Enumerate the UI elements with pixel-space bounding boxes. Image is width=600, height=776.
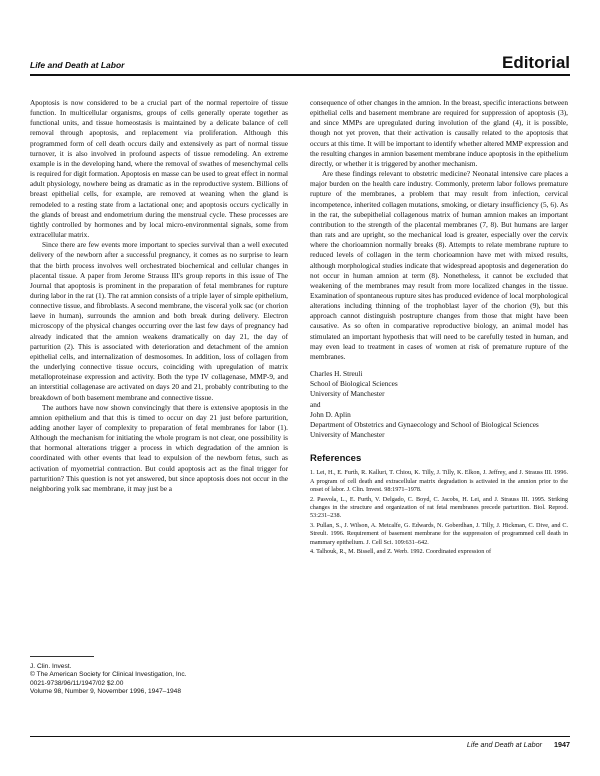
author-name: Charles H. Streuli <box>310 369 363 379</box>
paragraph: Since there are few events more important to species survival than a well executed delivery of the newborn after a successful pregnancy, it comes as no surprise to learn that the birth process involves well orchestrated biochemical and cellular changes in placental tissue. A paper from Jerome Strauss III's group reports in this issue of The Journal that apoptosis is prominent in the preparation of fetal membranes for rupture during labor in the rat (1). The rat amnion consists of a triple layer of simple epithelium, connective tissue, and fibroblasts. A second membrane, the visceral yolk sac (or chorion laeve in human), surrounds the amnion and both break during delivery. Electron microscopy of the physical changes occurring over the last few days of pregnancy had already indicated that the amnion weakens dramatically on day 21, the day of parturition (2). This is associated with deterioration and detachment of the amnion epithelial cells, and internalization of desmosomes. In addition, loss of collagen from the underlying connective tissue occurs, coinciding with upregulation of matrix metalloproteinase expression and activity. Both the type IV collagenase, MMP-9, and an interstitial collagenase are activated on days 20 and 21, probably contributing to the breakdown of both basement membrane and connective tissue. <box>30 240 288 402</box>
paragraph: Are these findings relevant to obstetric medicine? Neonatal intensive care places a major burden on the health care industry. Commonly, preterm labor follows premature rupture of the membranes, a problem that may result from infection, cervical incompetence, inherited collagen mutations, smoking, or dietary insufficiency (5, 6). As in the rat, the subepithelial collagenous matrix of human amnion makes an important contribution to the strength of the placental membranes (7, 8). But humans are larger than rats and are upright, so the mechanical load is greater, especially over the cervix where the chorioamnion normally breaks (8). Attempts to relate membrane rupture to reduced levels of collagen in the term chorioamnion have met with mixed results, although morphological studies indicate that widespread apoptosis and degeneration do not occur in human amnion at term (8). Nonetheless, it cannot be excluded that weakening of the membranes may result from more localized changes in the tissue. Examination of spontaneous rupture sites has produced evidence of local morphological alterations including thinning of the trophoblast layer of the chorion (9), but this approach cannot distinguish postrupture changes from those that might have been causative. As so often in comparative reproductive biology, an animal model has stimulated an important hypothesis that will need to be carefully tested in human, and may even lead to treatment in cases of women at risk of premature rupture of the membranes. <box>310 169 568 361</box>
author-signature <box>310 369 568 440</box>
page-number: 1947 <box>554 740 570 749</box>
page-footer <box>467 740 570 749</box>
references-heading: References <box>310 453 362 465</box>
footnote-line: 0021-9738/96/11/1947/02 $2.00 <box>30 679 124 687</box>
author-affiliation: University of Manchester <box>310 430 385 439</box>
reference-item: 3. Pullan, S., J. Wilson, A. Metcalfe, G. Edwards, N. Goberdhan, J. Tilly, J. Hickman, C. Dive, and C. Streuli. 1996. Requirement of basement membrane for the suppression of programmed cell death in mammary epithelium. J. Cell Sci. 109:631–642. <box>310 521 568 546</box>
footnote-line: J. Clin. Invest. <box>30 663 72 670</box>
paragraph: Apoptosis is now considered to be a crucial part of the normal repertoire of tissue function. In multicellular organisms, groups of cells generally operate together as functional units, and tissue homeostasis is maintained by a delicate balance of cell removal through apoptosis, and replacement via proliferation. Although this programmed form of cell death occurs daily and extensively as part of normal tissue turnover, it is also involved in profound aspects of tissue remodeling. An extreme example is in the developing hand, where the removal of swathes of mesenchymal cells is required for digit formation. Apoptosis en masse can be used to great effect in normal adult physiology, nowhere being as dramatic as in the reproductive system. Billions of breast epithelial cells, for example, are removed at weaning when the gland is remodeled to a resting state from a lactational one; and apoptosis occurs cyclically in the glands of breast and endometrium during the menstrual cycle. These processes are tightly controlled by hormones and by local micro-environmental signals, some from extracellular matrix. <box>30 98 288 240</box>
paragraph: consequence of other changes in the amnion. In the breast, specific interactions between epithelial cells and basement membrane are required for suppression of apoptosis (3), and since MMPs are upregulated during involution of the gland (4), it is possible, though not yet proven, that their activation is causally related to the apoptosis that occurs at this time. It will be important to identify whether altered MMP expression and the resulting changes in amnion basement membrane induce apoptosis in the epithelium directly, or whether it is triggered by another mechanism. <box>310 98 568 168</box>
section-label: Editorial <box>501 53 570 72</box>
reference-item: 4. Talhouk, R., M. Bissell, and Z. Werb. 1992. Coordinated expression of <box>310 547 492 555</box>
left-column <box>30 98 288 494</box>
author-affiliation: School of Biological Sciences <box>310 379 398 389</box>
publication-footnote <box>30 663 288 697</box>
footnote-line: © The American Society for Clinical Investigation, Inc. <box>30 671 187 679</box>
footer-running-title: Life and Death at Labor <box>466 740 542 749</box>
author-conjunction: and <box>310 399 321 409</box>
author-name: John D. Aplin <box>310 409 351 419</box>
reference-item: 2. Pasvola, L., E. Furth, V. Delgado, C. Boyd, C. Jacobs, H. Lei, and J. Strauss III. 1995. Striking changes in the structure and organization of rat fetal membranes precede parturition. Biol. Reprod. 53:231–238. <box>310 495 568 520</box>
footnote-rule <box>30 656 94 657</box>
header-rule <box>30 74 570 76</box>
footnote-line: Volume 98, Number 9, November 1996, 1947–1948 <box>30 688 182 696</box>
footer-rule <box>30 736 570 737</box>
reference-item: 1. Lei, H., E. Furth, R. Kalluri, T. Chiou, K. Tilly, J. Tilly, K. Elkon, J. Jeffrey, and J. Strauss III. 1996. A program of cell death and extracellular matrix degradation is activated in the amnion prior to the onset of labor. J. Clin. Invest. 98:1971–1978. <box>310 469 568 494</box>
running-header: Life and Death at Labor <box>30 60 125 70</box>
author-affiliation: University of Manchester <box>310 389 385 399</box>
right-column <box>310 98 568 557</box>
paragraph: The authors have now shown convincingly that there is extensive apoptosis in the amnion epithelium and that this is timed to occur on day 21 just before parturition, adding another layer of complexity to preparation of fetal membranes for labor (1). Although the mechanism for initiating the whole program is not clear, one possibility is that hormonal alterations trigger a process in which degradation of the amnion is coordinated with other events that lead to expulsion of the newborn fetus, such as activation of myometrial contraction. But could apoptosis act as the final trigger for parturition? This question is not yet answered, but since apoptosis does not occur in the neighboring yolk sac membrane, it may just be a <box>30 402 288 493</box>
author-affiliation: Department of Obstetrics and Gynaecology and School of Biological Sciences <box>310 419 539 429</box>
